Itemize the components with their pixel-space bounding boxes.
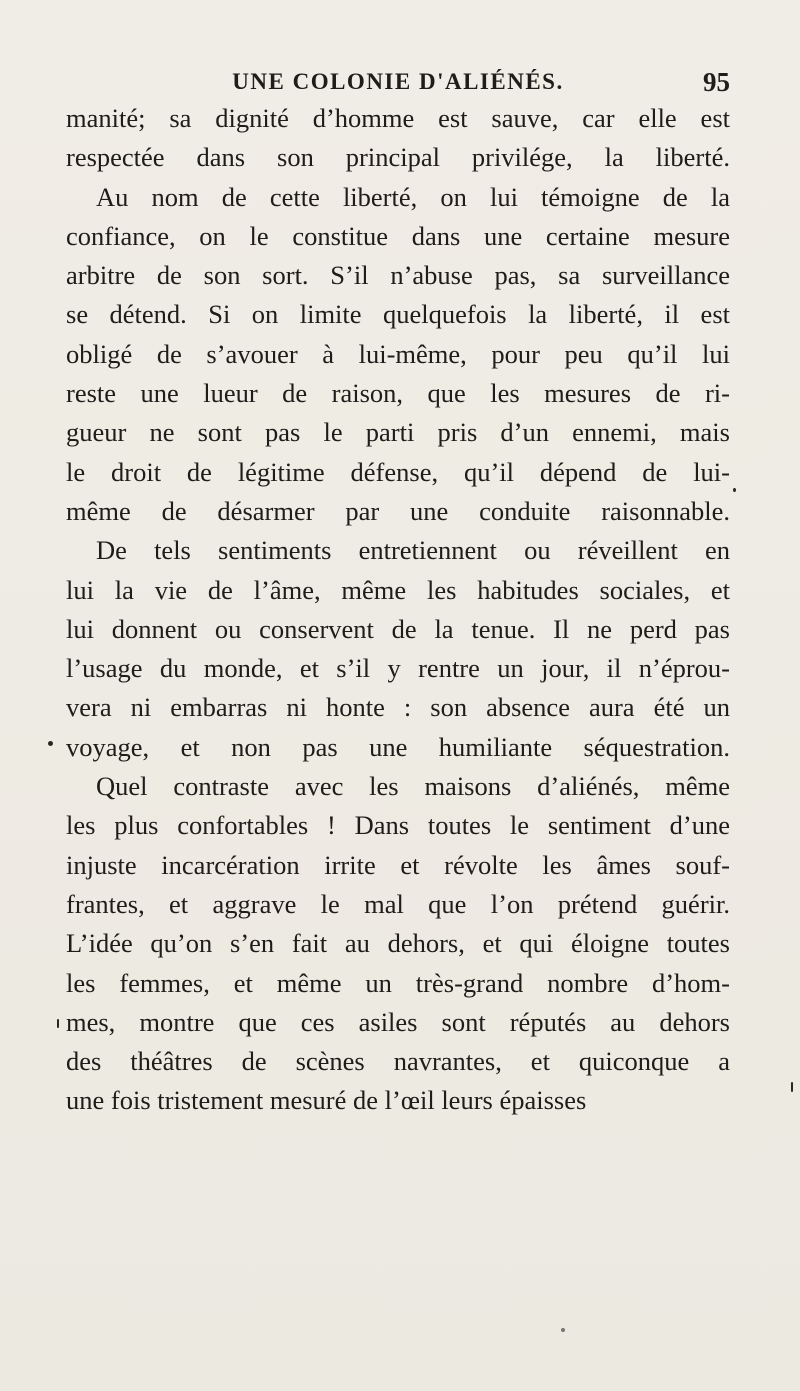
text-line: lui donnent ou conservent de la tenue. Il ne perd pas (66, 613, 730, 644)
text-line: respectée dans son principal privilége, la liberté. (66, 142, 730, 173)
ink-speck (561, 1328, 565, 1332)
ink-speck (733, 488, 736, 492)
text-line: manité; sa dignité d’homme est sauve, car elle est (66, 103, 730, 133)
text-line: les femmes, et même un très-grand nombre d’hom- (66, 967, 730, 998)
text-line: reste une lueur de raison, que les mesures de ri- (66, 378, 730, 409)
text-line: mes, montre que ces asiles sont réputés au dehors (66, 1006, 730, 1037)
text-line: gueur ne sont pas le parti pris d’un ennemi, mais (66, 417, 730, 448)
text-line: une fois tristement mesuré de l’œil leurs épaisses (66, 1085, 587, 1116)
text-line: injuste incarcération irrite et révolte les âmes souf- (66, 849, 730, 880)
text-line: même de désarmer par une conduite raisonnable. (66, 495, 730, 526)
text-line: les plus confortables ! Dans toutes le sentiment d’une (66, 810, 730, 841)
body-text (66, 99, 730, 1121)
ink-speck (791, 1082, 793, 1092)
ink-speck (48, 741, 53, 746)
text-line: lui la vie de l’âme, même les habitudes sociales, et (66, 574, 730, 605)
text-line: confiance, on le constitue dans une certaine mesure (66, 220, 730, 251)
text-line: De tels sentiments entretiennent ou réveillent en (96, 535, 730, 566)
text-line: frantes, et aggrave le mal que l’on prétend guérir. (66, 888, 730, 919)
ink-speck (57, 1019, 59, 1028)
text-line: vera ni embarras ni honte : son absence aura été un (66, 692, 730, 723)
text-line: l’usage du monde, et s’il y rentre un jour, il n’éprou- (66, 653, 730, 684)
running-title: UNE COLONIE D'ALIÉNÉS. (232, 69, 564, 94)
text-line: Quel contraste avec les maisons d’aliénés, même (96, 771, 730, 802)
text-line: des théâtres de scènes navrantes, et quiconque a (66, 1046, 730, 1077)
running-head (66, 62, 730, 102)
text-line: L’idée qu’on s’en fait au dehors, et qui éloigne toutes (66, 928, 730, 959)
text-line: Au nom de cette liberté, on lui témoigne de la (96, 181, 730, 212)
text-line: voyage, et non pas une humiliante séquestration. (66, 731, 730, 762)
text-line: arbitre de son sort. S’il n’abuse pas, sa surveillance (66, 260, 730, 291)
text-line: obligé de s’avouer à lui-même, pour peu qu’il lui (66, 338, 730, 369)
page-number: 95 (703, 67, 730, 97)
text-line: se détend. Si on limite quelquefois la liberté, il est (66, 299, 730, 330)
text-line: le droit de légitime défense, qu’il dépend de lui- (66, 456, 730, 487)
